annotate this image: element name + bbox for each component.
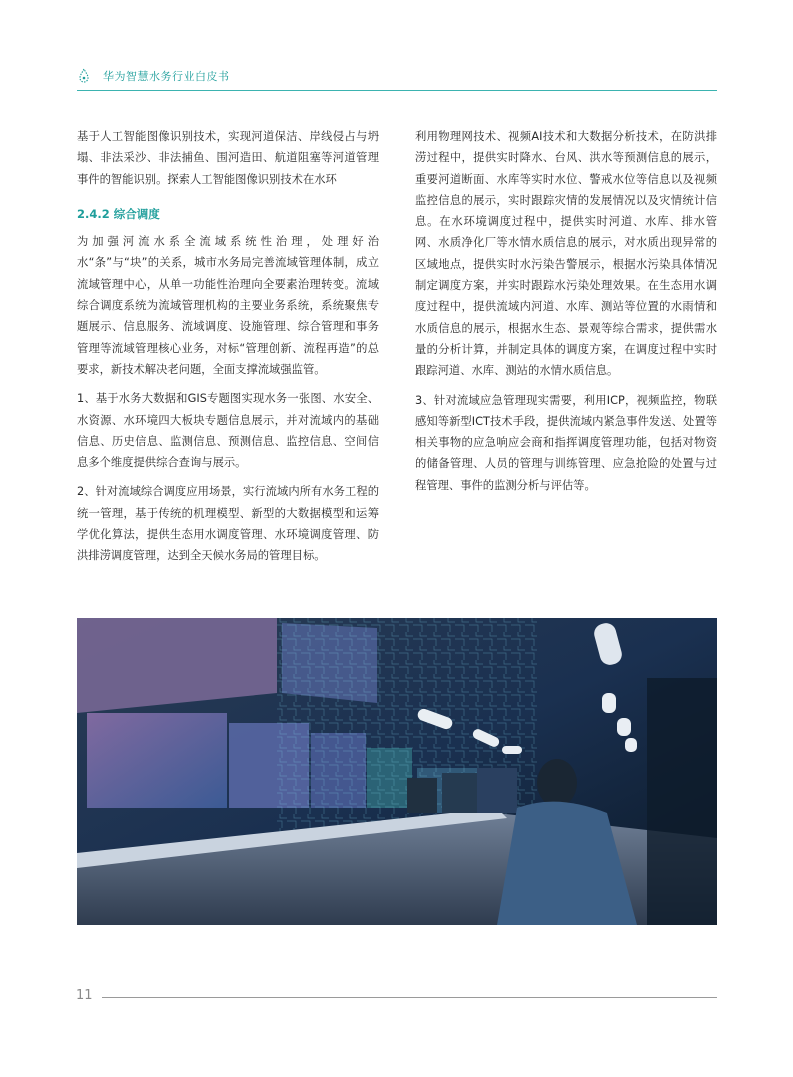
paragraph: 为加强河流水系全流域系统性治理，处理好治水“条”与“块”的关系，城市水务局完善流域管理体制，成立流域管理中心，从单一功能性治理向全要素治理转变。流域综合调度系统为流域管理机构的主要业务系统，系统聚焦专题展示、信息服务、流域调度、设施管理、综合管理和事务管理等流域管理核心业务，对标“管理创新、流程再造”的总要求，新技术解决老问题，全面支撑流域强监管。: [77, 235, 379, 376]
left-column: [77, 126, 379, 575]
header-title: 华为智慧水务行业白皮书: [103, 70, 230, 83]
page-number: 11: [76, 988, 93, 1003]
paragraph: 利用物理网技术、视频AI技术和大数据分析技术，在防洪排涝过程中，提供实时降水、台风、洪水等预测信息的展示，重要河道断面、水库等实时水位、警戒水位等信息以及视频监控信息的展示，实时跟踪灾情的发展情况以及灾情统计信息。在水环境调度过程中，提供实时河道、水库、排水管网、水质净化厂等水情水质信息的展示，对水质出现异常的区域地点，提供实时水污染告警展示，根据水污染具体情况制定调度方案，并实时跟踪水污染处理效果。在生态用水调度过程中，提供流域内河道、水库、测站等位置的水雨情和水质信息的展示，根据水生态、景观等综合需求，提供需水量的分析计算，并制定具体的调度方案，在调度过程中实时跟踪河道、水库、测站的水情水质信息。: [415, 130, 717, 378]
page-header: [77, 66, 717, 91]
paragraph: 1、基于水务大数据和GIS专题图实现水务一张图、水安全、水资源、水环境四大板块专题信息展示，并对流域内的基础信息、历史信息、监测信息、预测信息、监控信息、空间信息多个维度提供综合查询与展示。: [77, 392, 379, 470]
drop-logo-icon: [77, 68, 91, 84]
right-column: [415, 126, 717, 504]
footer-divider: [102, 997, 717, 998]
section-title: 2.4.2 综合调度: [77, 206, 160, 221]
paragraph: 基于人工智能图像识别技术，实现河道保洁、岸线侵占与坍塌、非法采沙、非法捕鱼、围河造田、航道阻塞等河道管理事件的智能识别。探索人工智能图像识别技术在水环: [77, 130, 379, 186]
control-room-photo: [77, 618, 717, 925]
paragraph: 3、针对流域应急管理现实需要，利用ICP，视频监控，物联感知等新型ICT技术手段，提供流域内紧急事件发送、处置等相关事物的应急响应会商和指挥调度管理功能，包括对物资的储备管理、人员的管理与训练管理、应急抢险的处置与过程管理、事件的监测分析与评估等。: [415, 393, 717, 492]
paragraph: 2、针对流域综合调度应用场景，实行流域内所有水务工程的统一管理，基于传统的机理模型、新型的大数据模型和运筹学优化算法，提供生态用水调度管理、水环境调度管理、防洪排涝调度管理，达到全天候水务局的管理目标。: [77, 485, 379, 563]
